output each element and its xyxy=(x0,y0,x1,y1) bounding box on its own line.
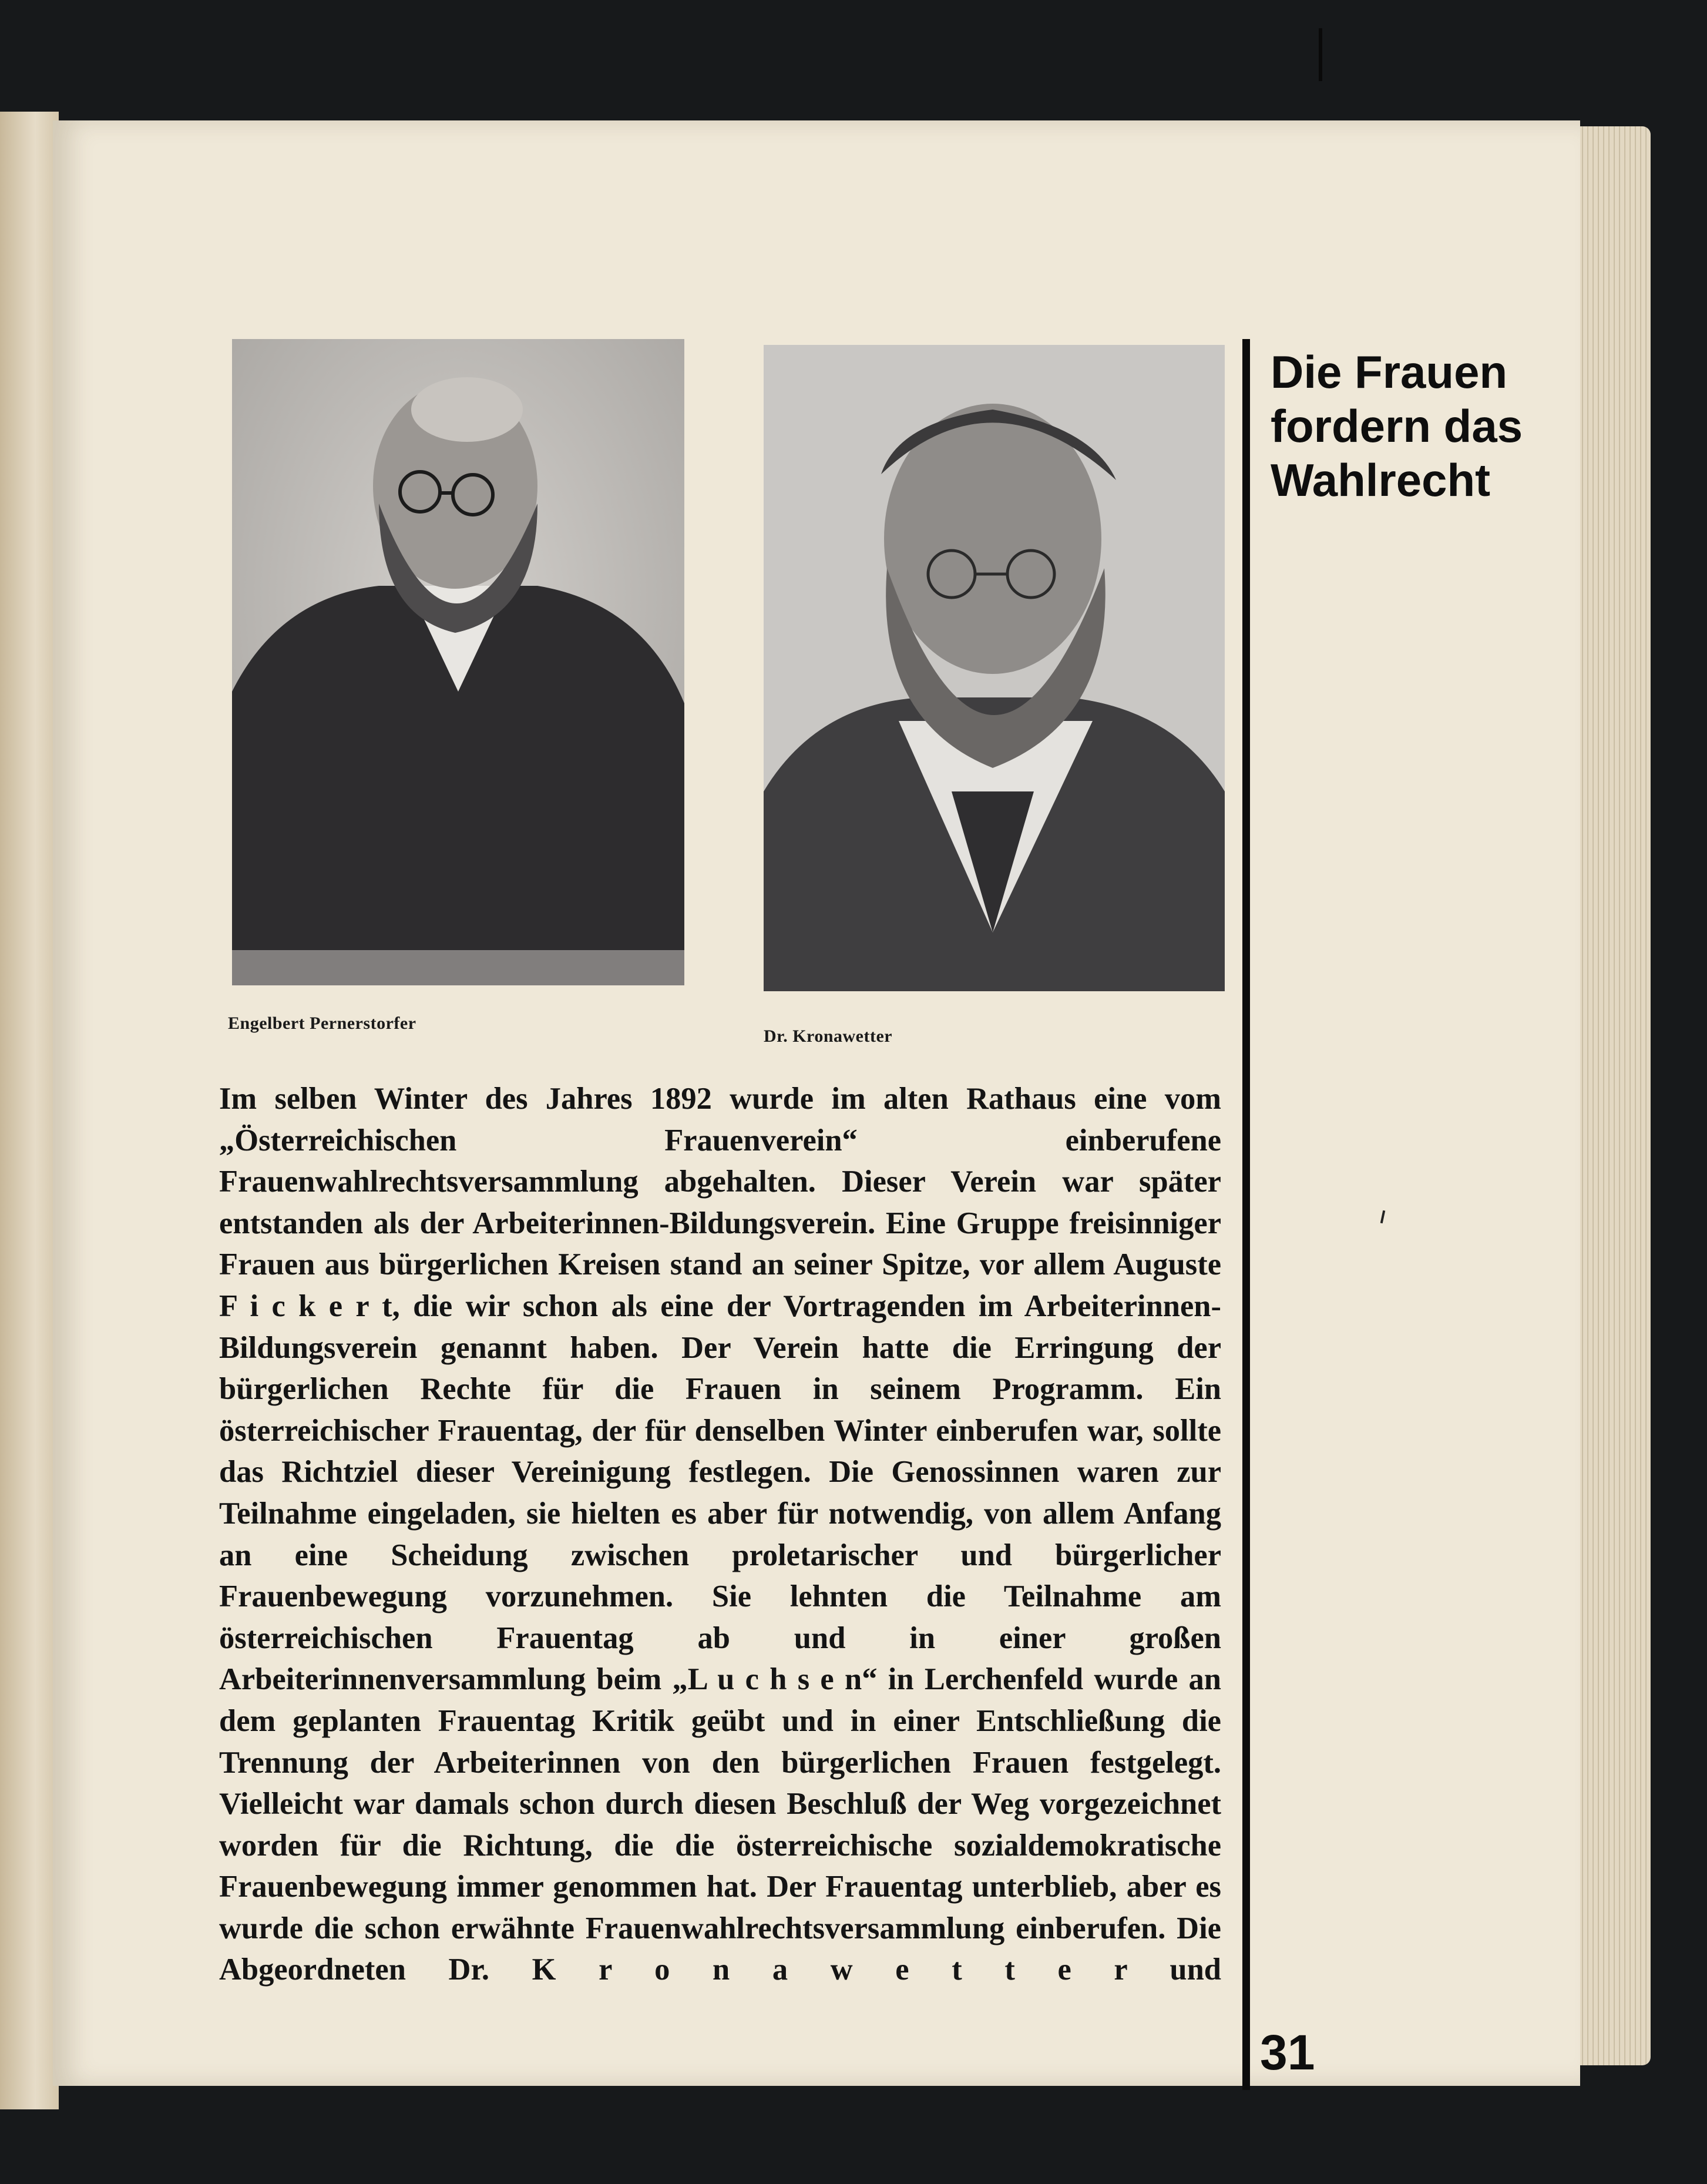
portrait-photo-icon xyxy=(232,339,684,985)
body-paragraph: Im selben Winter des Jahres 1892 wurde im alten Rathaus eine vom „Österreichischen Frauenverein“ einberufene Frauenwahlrechtsversammlung abgehalten. Dieser Verein war später entstanden als der Arbeiterinnen-Bildungsverein. Eine Gruppe freisinniger Frauen aus bürgerlichen Kreisen stand an seiner Spitze, vor allem Auguste F i c k e r t, die wir schon als eine der Vortragenden im Arbeiterinnen-Bildungsverein genannt haben. Der Verein hatte die Erringung der bürgerlichen Rechte für die Frauen in seinem Programm. Ein österreichischer Frauentag, der für denselben Winter einberufen war, sollte das Richtziel dieser Vereinigung festlegen. Die Genossinnen waren zur Teilnahme eingeladen, sie hielten es aber für notwendig, von allem Anfang an eine Scheidung zwischen proletarischer und bürgerlicher Frauenbewegung vorzunehmen. Sie lehnten die Teilnahme am österreichischen Frauentag ab und in einer großen Arbeiterinnenversammlung beim „L u c h s e n“ in Lerchenfeld wurde an dem geplanten Frauentag Kritik geübt und in einer Entschließung die Trennung der Arbeiterinnen von den bürgerlichen Frauen festgelegt. Vielleicht war damals schon durch diesen Beschluß der Weg vorgezeichnet worden für die Richtung, die die österreichische sozialdemokratische Frauenbewegung immer genommen hat. Der Frauentag unterblieb, aber es wurde die schon erwähnte Frauenwahlrechtsversammlung einberufen. Die Abgeordneten Dr. K r o n a w e t t e r und xyxy=(219,1082,1221,1987)
previous-page-edge xyxy=(0,112,59,2109)
book-page xyxy=(53,120,1580,2086)
photo-caption: Dr. Kronawetter xyxy=(764,1026,893,1046)
vertical-rule xyxy=(1242,339,1250,2090)
photo-caption: Engelbert Pernerstorfer xyxy=(228,1014,416,1033)
stray-mark xyxy=(1380,1210,1385,1223)
binding-mark xyxy=(1319,28,1322,81)
portrait-photo-icon xyxy=(764,345,1225,991)
portrait-photo-pernerstorfer xyxy=(232,339,684,985)
portrait-photo-kronawetter xyxy=(764,345,1225,991)
page-number: 31 xyxy=(1260,2025,1315,2080)
section-heading: Die Frauen fordern das Wahlrecht xyxy=(1271,346,1523,506)
